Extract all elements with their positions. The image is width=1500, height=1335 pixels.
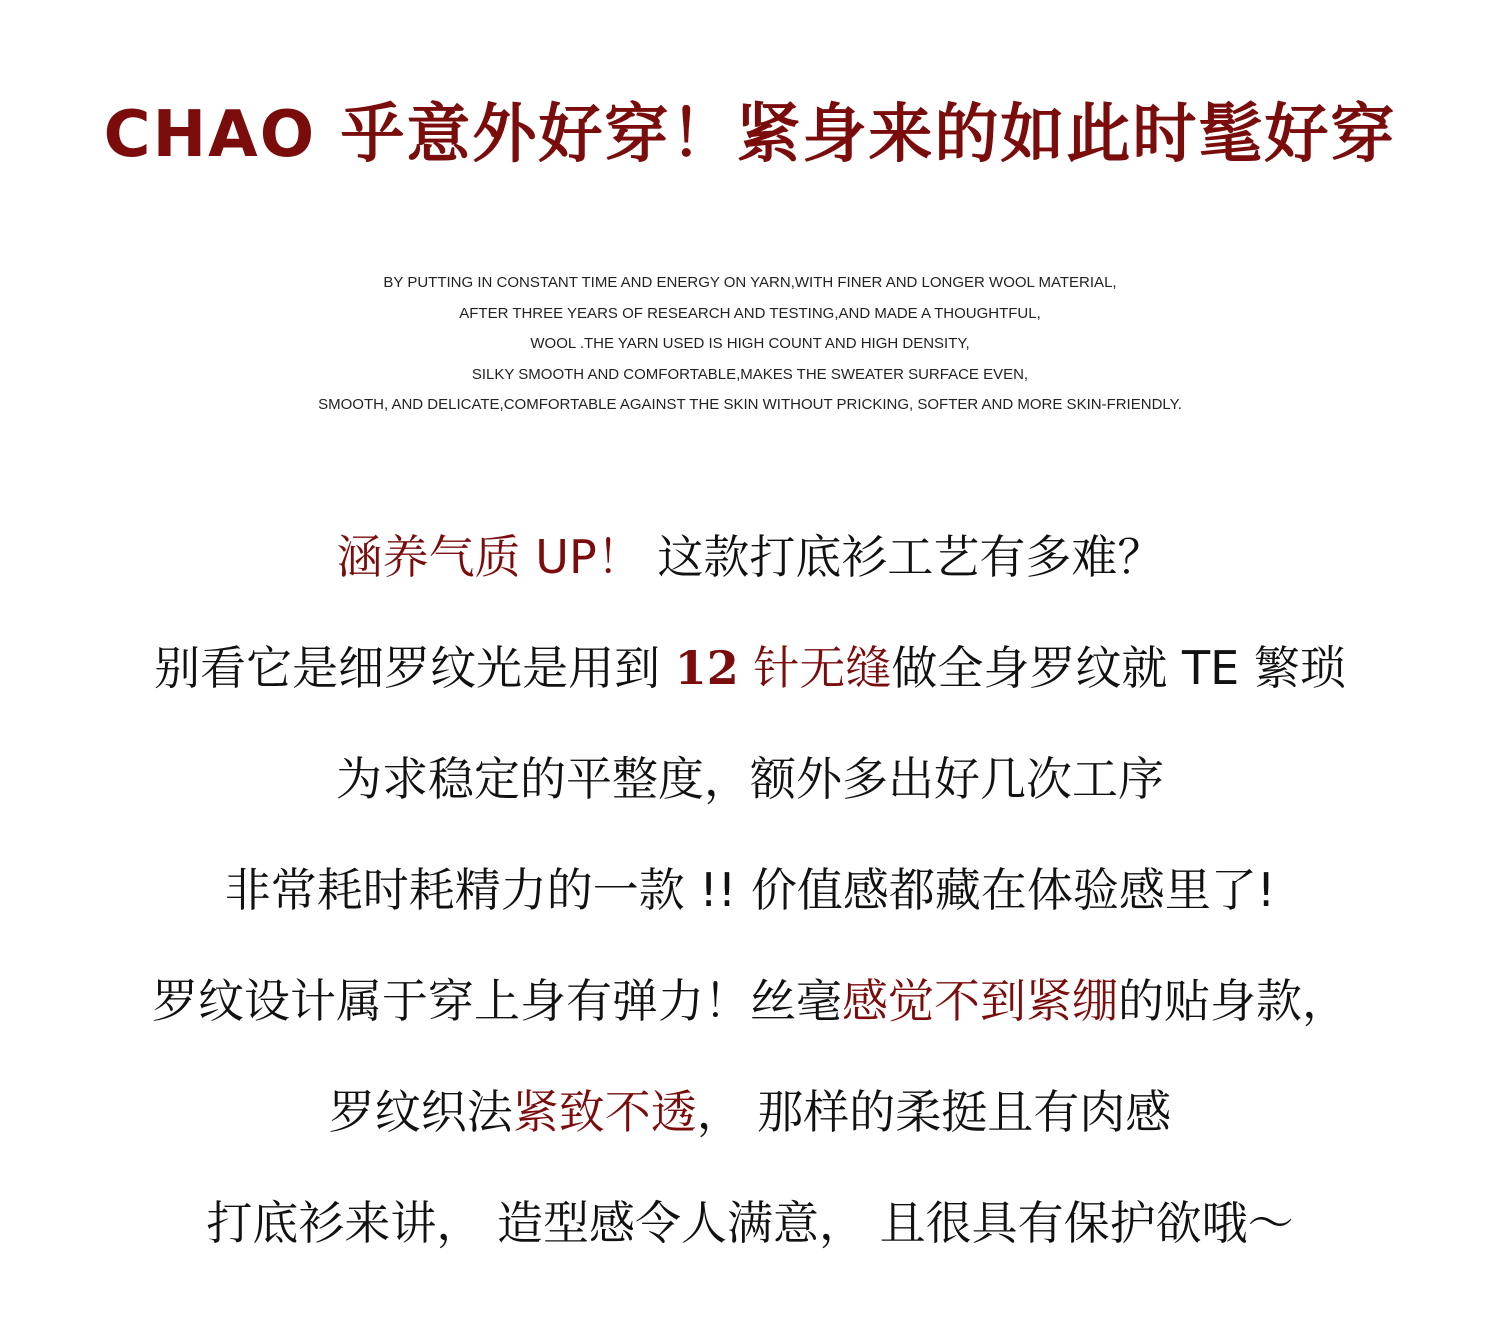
- body-line-6: [0, 1057, 1500, 1168]
- intro-line: WOOL .THE YARN USED IS HIGH COUNT AND HIGH DENSITY,: [530, 335, 970, 352]
- body-text: 罗纹设计属于穿上身有弹力！丝毫: [152, 974, 842, 1028]
- body-line-4: 非常耗时耗精力的一款 !! 价值感都藏在体验感里了!: [224, 863, 1276, 917]
- body-line-1: [0, 502, 1500, 613]
- body-line-5: [0, 946, 1500, 1057]
- body-line-2: [0, 613, 1500, 724]
- highlight-text: 涵养气质 UP！: [336, 530, 643, 584]
- body-line-3: 为求稳定的平整度，额外多出好几次工序: [336, 752, 1164, 806]
- body-copy: [0, 502, 1500, 1279]
- intro-line: AFTER THREE YEARS OF RESEARCH AND TESTING,AND MADE A THOUGHTFUL,: [459, 304, 1041, 322]
- intro-line: SMOOTH, AND DELICATE,COMFORTABLE AGAINST THE SKIN WITHOUT PRICKING, SOFTER AND MORE SKIN-FRIENDLY.: [318, 396, 1182, 413]
- body-text: 这款打底衫工艺有多难？: [642, 530, 1164, 584]
- highlight-text: 针无缝: [738, 641, 892, 695]
- body-text: ， 那样的柔挺且有肉感: [696, 1085, 1172, 1139]
- body-text: 别看它是细罗纹光是用到: [154, 641, 675, 695]
- intro-line: SILKY SMOOTH AND COMFORTABLE,MAKES THE SWEATER SURFACE EVEN,: [471, 365, 1029, 383]
- body-text: 做全身罗纹就 TE 繁琐: [891, 641, 1346, 695]
- highlight-number: 12: [674, 641, 739, 695]
- intro-line: BY PUTTING IN CONSTANT TIME AND ENERGY ON YARN,WITH FINER AND LONGER WOOL MATERIAL,: [383, 274, 1117, 291]
- headline: CHAO 乎意外好穿！紧身来的如此时髦好穿: [103, 98, 1397, 172]
- body-line-7: 打底衫来讲， 造型感令人满意， 且很具有保护欲哦～: [206, 1196, 1294, 1250]
- intro-paragraph: [0, 268, 1500, 421]
- highlight-text: 感觉不到紧绷: [842, 974, 1118, 1028]
- body-text: 罗纹织法: [328, 1085, 513, 1139]
- body-text: 的贴身款，: [1118, 974, 1348, 1028]
- highlight-text: 紧致不透: [512, 1085, 697, 1139]
